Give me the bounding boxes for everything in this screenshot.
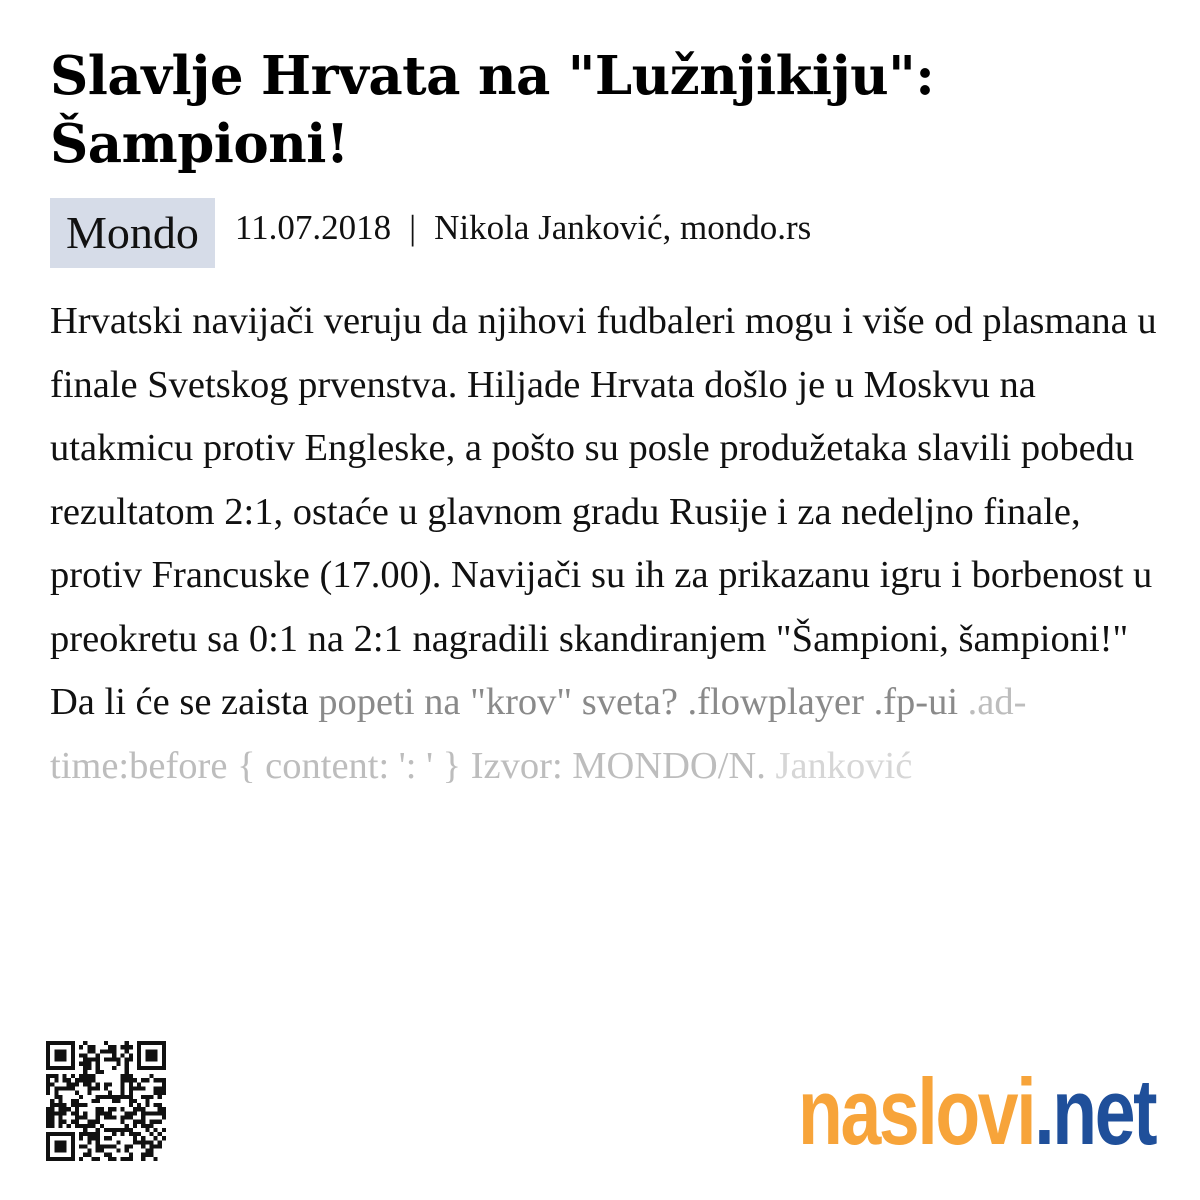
meta-line [235, 194, 811, 262]
author: Nikola Janković, mondo.rs [434, 208, 812, 247]
article-container [50, 42, 1160, 798]
article-text: Hrvatski navijači veruju da njihovi fudbaleri mogu i više od plasmana u finale Svetskog prvenstva. Hiljade Hrvata došlo je u Moskvu na utakmicu protiv Engleske, a pošto su posle produžetaka slavili pobedu rezultatom 2:1, ostaće u glavnom gradu Rusije i za nedeljno finale, protiv Francuske (17.00). Navijači su ih za prikazanu igru i borbenost u preokretu sa 0:1 na 2:1 nagradili skandiranjem "Šampioni, šampioni!" Da li će se zaista [50, 300, 1157, 723]
source-badge[interactable]: Mondo [50, 198, 215, 268]
article-text-fade-3: Janković [775, 744, 913, 787]
logo-part-net: .net [1034, 1059, 1156, 1164]
publish-date: 11.07.2018 [234, 208, 392, 247]
article-meta [50, 198, 1160, 268]
meta-separator: | [409, 208, 417, 247]
article-title: Slavlje Hrvata na "Lužnjikiju": Šampioni! [50, 45, 935, 175]
qr-code-icon [46, 1038, 166, 1164]
article-text-fade-1: popeti na "krov" sveta? .flowplayer .fp-ui [318, 681, 959, 723]
naslovi-logo[interactable] [798, 1059, 1156, 1164]
article-text-fade-2: .ad-time:before { content: ': ' } Izvor: MONDO/N. [50, 681, 1027, 787]
logo-part-naslovi: naslovi [798, 1059, 1035, 1164]
article-body [50, 290, 1160, 798]
